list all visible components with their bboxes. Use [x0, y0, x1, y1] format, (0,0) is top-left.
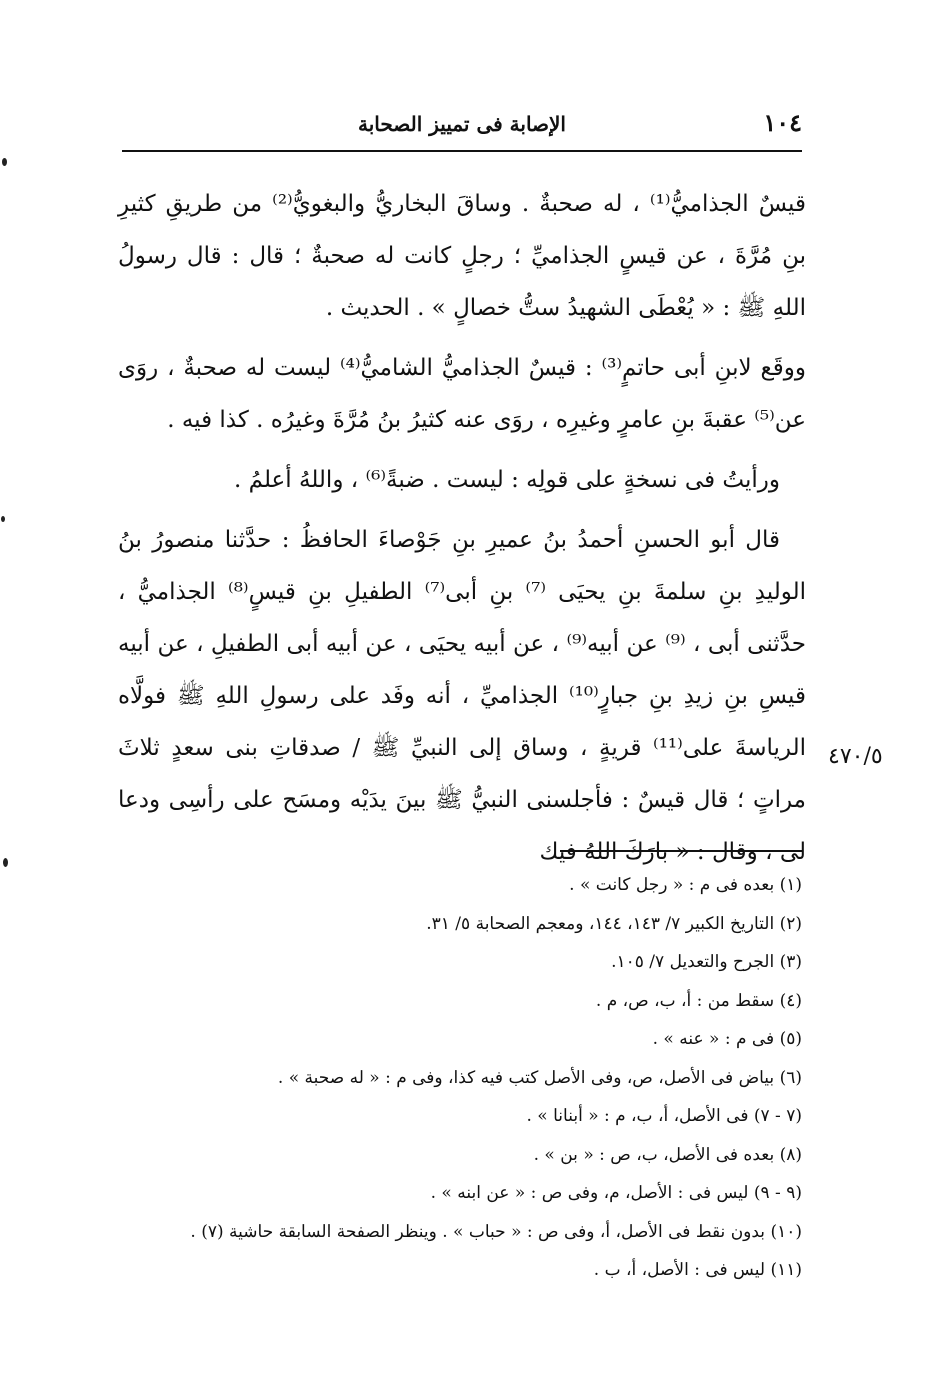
footnote: (٧ - ٧) فى الأصل، أ، ب، م : « أبنانا » . [526, 1106, 802, 1126]
page-number: ١٠٤ [763, 108, 802, 137]
footnote: (١) بعده فى م : « رجل كانت » . [569, 875, 802, 895]
paragraph: قيسٌ الجذاميُّ⁽¹⁾ ، له صحبةٌ . وساقَ البخاريُّ والبغويُّ⁽²⁾ من طريقِ كثيرِ بنِ مُرَّةَ ، عن قيسٍ الجذاميِّ ؛ رجلٍ كانت له صحبةٌ ؛ قال : قال رسولُ اللهِ ﷺ : « يُعْطَى الشهيدُ ستُّ خصالٍ » . الحديث . [118, 191, 806, 321]
scan-speck [3, 858, 8, 867]
header-rule [122, 150, 802, 152]
footnote: (٩ - ٩) ليس فى : الأصل، م، وفى ص : « عن ابنه » . [430, 1183, 802, 1203]
page-header [122, 108, 802, 142]
footnote: (٤) سقط من : أ، ب، ص، م . [595, 990, 802, 1011]
footnote: (٨) بعده فى الأصل، ب، ص : « بن » . [533, 1144, 802, 1165]
paragraph: ووقَع لابنِ أبى حاتمٍ⁽³⁾ : قيسٌ الجذاميُّ الشاميُّ⁽⁴⁾ ليست له صحبةٌ ، روَى عن⁽⁵⁾ عقبةَ بنِ عامرٍ وغيرِه ، روَى عنه كثيرُ بنُ مُرَّةَ وغيرُه . كذا فيه . [118, 355, 806, 433]
paragraph: ورأيتُ فى نسخةٍ على قولِه : ليست . ضبةً⁽⁶⁾ ، واللهُ أعلمُ . [234, 467, 780, 493]
margin-page-reference: ٤٧٠/٥ [828, 744, 883, 769]
running-title: الإصابة فى تمييز الصحابة [358, 112, 566, 136]
scan-speck [1, 516, 5, 522]
footnotes [118, 866, 802, 1290]
scan-speck [2, 158, 7, 166]
footnote: (١٠) بدون نقط فى الأصل، أ، وفى ص : « حباب » . وينظر الصفحة السابقة حاشية (٧) . [190, 1221, 802, 1242]
paragraph: قال أبو الحسنِ أحمدُ بنُ عميرِ بنِ جَوْصاءَ الحافظُ : حدَّثنا منصورُ بنُ الوليدِ بنِ سلمةَ بنِ يحيَى ⁽⁷⁾ بنِ أبى⁽⁷⁾ الطفيلِ بنِ قيسٍ⁽⁸⁾ الجذاميُّ ، حدَّثنى أبى ، ⁽⁹⁾ عن أبيه⁽⁹⁾ ، عن أبيه يحيَى ، عن أبيه أبى الطفيلِ ، عن أبيه قيسِ بنِ زيدِ بنِ جبارٍ⁽¹⁰⁾ الجذاميِّ ، أنه وفَد على رسولِ اللهِ ﷺ فولَّاه الرياسةَ على⁽¹¹⁾ قريةٍ ، وساق إلى النبيِّ ﷺ / صدقاتِ بنى سعدٍ ثلاثَ مراتٍ ؛ قال قيسٌ : فأجلسنى النبيُّ ﷺ بينَ يدَيْه ومسَح على رأسِى ودعا لى ، وقال : « بارَكَ اللهُ فيك [118, 527, 806, 865]
footnote: (٣) الجرح والتعديل ٧/ ١٠٥. [611, 952, 802, 972]
footnote: (٦) بياض فى الأصل، ص، وفى الأصل كتب فيه كذا، وفى م : « له صحبة » . [277, 1067, 802, 1088]
footnote-rule [560, 850, 802, 852]
main-text [118, 178, 806, 878]
footnote: (٢) التاريخ الكبير ٧/ ١٤٣، ١٤٤، ومعجم الصحابة ٥/ ٣١. [426, 913, 802, 934]
footnote: (٥) فى م : « عنه » . [652, 1029, 802, 1049]
footnote: (١١) ليس فى : الأصل، أ، ب . [593, 1260, 802, 1280]
